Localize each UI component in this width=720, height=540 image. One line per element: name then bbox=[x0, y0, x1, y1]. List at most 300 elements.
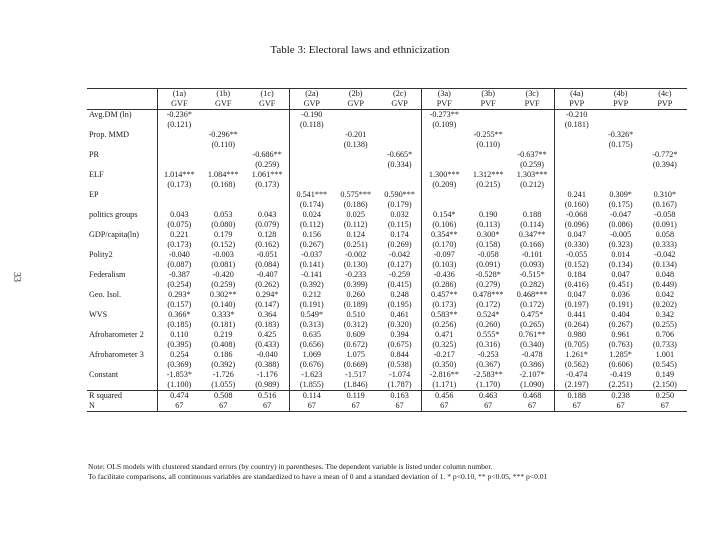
standard-error-cell bbox=[466, 160, 510, 170]
standard-error-cell bbox=[510, 140, 554, 150]
variable-label: Geo. Isol. bbox=[89, 289, 122, 299]
standard-error-cell: (0.181) bbox=[211, 319, 236, 329]
coefficient-cell: -0.253 bbox=[477, 349, 499, 359]
n-cell: 67 bbox=[334, 401, 378, 412]
standard-error-cell: (0.254) bbox=[157, 280, 201, 290]
n-cell: 67 bbox=[378, 401, 422, 412]
variable-label: ELF bbox=[89, 169, 104, 179]
standard-error-cell: (0.114) bbox=[510, 220, 554, 230]
blank-label bbox=[87, 140, 157, 150]
coefficient-cell: 0.254 bbox=[157, 350, 201, 360]
coefficient-cell: -0.210 bbox=[566, 109, 588, 119]
coefficient-cell bbox=[289, 170, 333, 180]
standard-error-cell: (0.174) bbox=[299, 199, 324, 209]
column-number: (4a) bbox=[570, 88, 584, 98]
standard-error-cell: (0.110) bbox=[476, 139, 500, 149]
standard-error-cell bbox=[554, 180, 598, 190]
blank-label bbox=[87, 340, 157, 350]
blank-label bbox=[87, 120, 157, 130]
standard-error-row bbox=[87, 240, 687, 250]
standard-error-cell: (0.091) bbox=[652, 219, 677, 229]
standard-error-cell: (0.313) bbox=[299, 319, 324, 329]
standard-error-cell bbox=[245, 200, 289, 210]
variable-label: Avg.DM (ln) bbox=[89, 109, 132, 119]
coefficient-cell: -0.478 bbox=[510, 350, 554, 360]
coefficient-cell: 0.260 bbox=[346, 289, 365, 299]
coefficient-cell: 1.312*** bbox=[472, 169, 504, 179]
standard-error-cell: (0.096) bbox=[564, 219, 589, 229]
standard-error-cell: (0.282) bbox=[510, 280, 554, 290]
standard-error-cell: (0.763) bbox=[608, 339, 633, 349]
standard-error-cell bbox=[157, 200, 201, 210]
column-number: (4b) bbox=[613, 88, 628, 98]
coefficient-row bbox=[87, 190, 687, 200]
standard-error-cell: (0.172) bbox=[476, 299, 501, 309]
standard-error-cell: (0.733) bbox=[652, 339, 677, 349]
blank-label bbox=[87, 360, 157, 370]
column-number-row bbox=[87, 89, 687, 100]
coefficient-cell: 0.110 bbox=[157, 330, 201, 340]
coefficient-cell: 0.844 bbox=[378, 350, 422, 360]
r-squared-cell: 0.468 bbox=[510, 391, 554, 402]
dependent-variable: PVP bbox=[554, 99, 598, 110]
standard-error-cell: (0.267) bbox=[299, 239, 324, 249]
blank-label bbox=[87, 180, 157, 190]
coefficient-cell bbox=[289, 130, 333, 140]
n-cell: 67 bbox=[157, 401, 201, 412]
standard-error-cell: (0.215) bbox=[476, 179, 501, 189]
coefficient-cell: 1.303*** bbox=[510, 170, 554, 180]
coefficient-cell: 0.219 bbox=[214, 329, 233, 339]
note-line-2: To facilitate comparisons, all continuous variables are standardized to have a mean of 0 and a standard deviation of 1. * p<0.10, ** p<0.05, *** p<0.01 bbox=[88, 472, 548, 481]
coefficient-cell bbox=[201, 190, 245, 200]
coefficient-cell: -0.637** bbox=[510, 150, 554, 160]
standard-error-cell bbox=[643, 180, 687, 190]
coefficient-cell bbox=[157, 130, 201, 140]
standard-error-cell: (0.186) bbox=[343, 199, 368, 209]
standard-error-cell: (0.320) bbox=[378, 320, 422, 330]
variable-label: EP bbox=[89, 189, 99, 199]
standard-error-cell: (0.330) bbox=[564, 239, 589, 249]
standard-error-cell: (0.181) bbox=[564, 119, 589, 129]
dependent-variable: GVP bbox=[378, 99, 422, 110]
r-squared-cell: 0.250 bbox=[643, 391, 687, 402]
coefficient-cell bbox=[510, 110, 554, 121]
standard-error-cell: (0.093) bbox=[510, 260, 554, 270]
standard-error-cell: (0.538) bbox=[378, 360, 422, 370]
standard-error-cell: (0.103) bbox=[432, 259, 457, 269]
blank-label bbox=[87, 280, 157, 290]
standard-error-cell: (0.269) bbox=[378, 240, 422, 250]
coefficient-cell: -2.816** bbox=[429, 369, 459, 379]
standard-error-cell: (0.189) bbox=[343, 299, 368, 309]
standard-error-cell: (0.081) bbox=[211, 259, 236, 269]
coefficient-cell bbox=[422, 150, 466, 160]
standard-error-cell bbox=[201, 120, 245, 130]
standard-error-cell: (1.100) bbox=[157, 380, 201, 391]
coefficient-cell: 0.184 bbox=[567, 269, 586, 279]
coefficient-cell: 0.590*** bbox=[378, 190, 422, 200]
standard-error-cell: (0.259) bbox=[211, 279, 236, 289]
standard-error-cell: (0.369) bbox=[157, 360, 201, 370]
column-number: (1b) bbox=[216, 88, 231, 98]
r-squared-cell: 0.508 bbox=[201, 391, 245, 402]
coefficient-cell: 0.583** bbox=[430, 309, 458, 319]
standard-error-cell bbox=[643, 140, 687, 150]
standard-error-cell bbox=[422, 160, 466, 170]
r-squared-cell: 0.516 bbox=[245, 391, 289, 402]
coefficient-cell: 0.032 bbox=[378, 210, 422, 220]
standard-error-cell: (0.334) bbox=[378, 160, 422, 170]
coefficient-cell: -1.623 bbox=[301, 369, 323, 379]
coefficient-cell bbox=[245, 190, 289, 200]
coefficient-cell: -0.217 bbox=[433, 349, 455, 359]
coefficient-cell bbox=[466, 190, 510, 200]
coefficient-cell: 0.058 bbox=[655, 229, 675, 239]
coefficient-cell: -1.517 bbox=[345, 369, 367, 379]
column-number: (4c) bbox=[658, 88, 672, 98]
coefficient-cell: 0.047 bbox=[611, 269, 630, 279]
standard-error-cell: (0.312) bbox=[343, 319, 368, 329]
coefficient-cell: 0.174 bbox=[378, 230, 422, 240]
standard-error-cell: (0.265) bbox=[510, 320, 554, 330]
coefficient-cell: 0.366* bbox=[157, 310, 201, 320]
n-cell: 67 bbox=[245, 401, 289, 412]
standard-error-row bbox=[87, 180, 687, 190]
coefficient-cell: 1.061*** bbox=[245, 170, 289, 180]
coefficient-cell bbox=[422, 190, 466, 200]
column-number: (2a) bbox=[305, 88, 319, 98]
standard-error-cell: (0.191) bbox=[299, 299, 324, 309]
standard-error-cell: (0.175) bbox=[608, 139, 633, 149]
standard-error-cell bbox=[334, 180, 378, 190]
coefficient-cell bbox=[157, 150, 201, 160]
column-number: (2c) bbox=[378, 89, 422, 100]
standard-error-cell: (0.251) bbox=[343, 239, 368, 249]
standard-error-cell bbox=[554, 160, 598, 170]
coefficient-cell: 0.309* bbox=[609, 189, 632, 199]
coefficient-cell: 0.394 bbox=[378, 330, 422, 340]
coefficient-cell bbox=[201, 110, 245, 121]
standard-error-cell: (0.157) bbox=[157, 300, 201, 310]
coefficient-row bbox=[87, 130, 687, 140]
coefficient-cell: -0.190 bbox=[301, 109, 323, 119]
standard-error-row bbox=[87, 320, 687, 330]
standard-error-cell bbox=[378, 180, 422, 190]
standard-error-cell: (0.168) bbox=[211, 179, 236, 189]
standard-error-cell: (0.606) bbox=[608, 359, 633, 369]
standard-error-cell bbox=[599, 180, 643, 190]
standard-error-cell bbox=[201, 200, 245, 210]
standard-error-cell: (0.197) bbox=[564, 299, 589, 309]
coefficient-cell bbox=[378, 130, 422, 140]
coefficient-cell: 0.471 bbox=[435, 329, 454, 339]
standard-error-cell bbox=[289, 160, 333, 170]
coefficient-cell: 0.043 bbox=[245, 210, 289, 220]
coefficient-cell bbox=[554, 170, 598, 180]
standard-error-cell: (0.255) bbox=[652, 319, 677, 329]
column-number: (3c) bbox=[510, 89, 554, 100]
coefficient-cell: 0.241 bbox=[567, 189, 586, 199]
coefficient-row bbox=[87, 210, 687, 220]
standard-error-cell: (0.267) bbox=[608, 319, 633, 329]
standard-error-cell: (0.408) bbox=[211, 339, 236, 349]
standard-error-cell bbox=[643, 120, 687, 130]
standard-error-cell: (0.110) bbox=[211, 139, 236, 149]
standard-error-cell: (0.395) bbox=[157, 340, 201, 350]
standard-error-cell: (0.075) bbox=[157, 220, 201, 230]
coefficient-cell: 0.025 bbox=[346, 209, 365, 219]
standard-error-cell: (0.669) bbox=[343, 359, 368, 369]
coefficient-cell: -0.259 bbox=[378, 270, 422, 280]
coefficient-cell bbox=[201, 150, 245, 160]
coefficient-cell: 1.084*** bbox=[207, 169, 239, 179]
standard-error-cell: (0.676) bbox=[299, 359, 324, 369]
coefficient-cell: 0.342 bbox=[655, 309, 675, 319]
coefficient-cell: -0.037 bbox=[301, 249, 323, 259]
variable-label: Afrobarometer 2 bbox=[89, 329, 144, 339]
standard-error-cell: (0.109) bbox=[432, 119, 457, 129]
standard-error-cell: (0.195) bbox=[378, 300, 422, 310]
coefficient-cell: 0.478*** bbox=[472, 289, 504, 299]
coefficient-cell: -2.583** bbox=[473, 369, 503, 379]
coefficient-row bbox=[87, 330, 687, 340]
coefficient-cell: -0.141 bbox=[301, 269, 323, 279]
coefficient-cell: -0.772* bbox=[652, 149, 678, 159]
coefficient-cell bbox=[334, 150, 378, 160]
page-number: 33 bbox=[11, 272, 22, 282]
standard-error-cell: (0.212) bbox=[510, 180, 554, 190]
coefficient-cell: 0.128 bbox=[245, 230, 289, 240]
standard-error-row bbox=[87, 360, 687, 370]
standard-error-cell: (0.316) bbox=[476, 339, 501, 349]
coefficient-row bbox=[87, 270, 687, 280]
coefficient-cell: -0.255** bbox=[473, 129, 503, 139]
standard-error-cell bbox=[157, 160, 201, 170]
r-squared-cell: 0.188 bbox=[554, 391, 598, 402]
coefficient-cell: -0.051 bbox=[245, 250, 289, 260]
coefficient-cell: 0.149 bbox=[655, 369, 675, 379]
standard-error-cell: (0.166) bbox=[510, 240, 554, 250]
coefficient-cell: -0.101 bbox=[510, 250, 554, 260]
standard-error-cell: (0.086) bbox=[608, 219, 633, 229]
coefficient-cell: 0.524* bbox=[476, 309, 500, 319]
coefficient-cell: 0.014 bbox=[611, 249, 630, 259]
variable-label: Prop. MMD bbox=[89, 129, 130, 139]
coefficient-cell: 0.510 bbox=[346, 309, 365, 319]
standard-error-cell: (0.675) bbox=[378, 340, 422, 350]
coefficient-cell: -0.326* bbox=[608, 129, 634, 139]
variable-label: Constant bbox=[89, 369, 119, 379]
coefficient-cell: 0.124 bbox=[346, 229, 365, 239]
standard-error-cell bbox=[378, 120, 422, 130]
n-cell: 67 bbox=[289, 401, 333, 412]
standard-error-cell: (0.333) bbox=[652, 239, 677, 249]
n-cell: 67 bbox=[201, 401, 245, 412]
standard-error-cell: (0.433) bbox=[245, 340, 289, 350]
standard-error-cell bbox=[245, 120, 289, 130]
standard-error-row bbox=[87, 160, 687, 170]
standard-error-cell: (0.416) bbox=[564, 279, 589, 289]
standard-error-cell: (0.672) bbox=[343, 339, 368, 349]
standard-error-cell: (0.260) bbox=[476, 319, 501, 329]
standard-error-cell: (1.787) bbox=[378, 380, 422, 391]
coefficient-cell: 0.310* bbox=[653, 189, 677, 199]
standard-error-cell: (0.562) bbox=[564, 359, 589, 369]
coefficient-cell: -0.419 bbox=[610, 369, 632, 379]
coefficient-cell: 0.221 bbox=[157, 230, 201, 240]
blank-label bbox=[87, 380, 157, 391]
standard-error-cell bbox=[334, 120, 378, 130]
column-number: (3b) bbox=[481, 88, 495, 98]
coefficient-cell: 0.980 bbox=[567, 329, 586, 339]
standard-error-cell: (0.350) bbox=[432, 359, 457, 369]
coefficient-cell: -1.176 bbox=[245, 370, 289, 380]
table-notes bbox=[88, 462, 547, 482]
standard-error-cell: (0.179) bbox=[378, 200, 422, 210]
column-number: (1a) bbox=[157, 89, 201, 100]
coefficient-cell: -0.003 bbox=[212, 249, 234, 259]
standard-error-cell: (0.134) bbox=[652, 259, 677, 269]
standard-error-cell: (0.367) bbox=[476, 359, 501, 369]
dependent-variable-row bbox=[87, 99, 687, 110]
coefficient-cell: 1.014*** bbox=[157, 170, 201, 180]
standard-error-cell: (0.545) bbox=[652, 359, 677, 369]
standard-error-cell: (0.127) bbox=[378, 260, 422, 270]
dependent-variable: PVF bbox=[510, 99, 554, 110]
coefficient-row bbox=[87, 290, 687, 300]
standard-error-cell: (1.090) bbox=[510, 380, 554, 391]
coefficient-cell bbox=[554, 130, 598, 140]
note-line-1: Note: OLS models with clustered standard errors (by country) in parentheses. The dependent variable is listed under column number. bbox=[88, 462, 493, 471]
standard-error-cell: (0.209) bbox=[432, 179, 457, 189]
coefficient-cell bbox=[334, 170, 378, 180]
standard-error-cell: (0.112) bbox=[343, 219, 368, 229]
standard-error-cell: (0.259) bbox=[510, 160, 554, 170]
coefficient-cell bbox=[466, 110, 510, 121]
standard-error-cell: (0.286) bbox=[432, 279, 457, 289]
coefficient-cell bbox=[643, 110, 687, 121]
standard-error-cell: (0.415) bbox=[378, 280, 422, 290]
coefficient-cell: 0.475* bbox=[510, 310, 554, 320]
standard-error-cell: (0.279) bbox=[476, 279, 501, 289]
r-squared-cell: 0.456 bbox=[422, 391, 466, 402]
variable-label: Afrobarometer 3 bbox=[89, 349, 144, 359]
coefficient-cell: 1.001 bbox=[655, 349, 675, 359]
coefficient-cell: 0.186 bbox=[214, 349, 233, 359]
blank-label bbox=[87, 260, 157, 270]
coefficient-cell: -0.042 bbox=[654, 249, 676, 259]
standard-error-cell: (0.079) bbox=[245, 220, 289, 230]
standard-error-cell bbox=[554, 140, 598, 150]
coefficient-cell: 1.285* bbox=[609, 349, 632, 359]
coefficient-cell: 0.154* bbox=[433, 209, 456, 219]
coefficient-cell bbox=[599, 110, 643, 121]
coefficient-cell: -0.686** bbox=[245, 150, 289, 160]
standard-error-cell: (2.150) bbox=[652, 379, 677, 389]
coefficient-cell: 0.179 bbox=[214, 229, 233, 239]
coefficient-cell: 1.069 bbox=[302, 349, 321, 359]
standard-error-cell: (0.656) bbox=[299, 339, 324, 349]
regression-table bbox=[87, 88, 687, 412]
standard-error-cell bbox=[378, 140, 422, 150]
standard-error-cell bbox=[466, 200, 510, 210]
coefficient-cell: 0.333* bbox=[211, 309, 235, 319]
coefficient-cell: 0.248 bbox=[378, 290, 422, 300]
variable-label: politics groups bbox=[89, 209, 138, 219]
standard-error-row bbox=[87, 300, 687, 310]
coefficient-cell bbox=[599, 170, 643, 180]
standard-error-cell: (0.152) bbox=[564, 259, 589, 269]
standard-error-cell bbox=[599, 160, 643, 170]
standard-error-cell: (0.262) bbox=[245, 280, 289, 290]
coefficient-cell bbox=[510, 190, 554, 200]
coefficient-cell: 0.468*** bbox=[510, 290, 554, 300]
coefficient-cell: 1.075 bbox=[346, 349, 365, 359]
n-cell: 67 bbox=[599, 401, 643, 412]
coefficient-cell: -0.201 bbox=[345, 129, 367, 139]
coefficient-cell: -1.853* bbox=[157, 370, 201, 380]
standard-error-cell: (1.855) bbox=[299, 379, 324, 389]
coefficient-cell: -0.296** bbox=[208, 129, 238, 139]
r-squared-label: R squared bbox=[87, 391, 157, 402]
standard-error-cell: (1.846) bbox=[343, 379, 368, 389]
standard-error-cell: (0.170) bbox=[432, 239, 457, 249]
standard-error-cell: (0.140) bbox=[211, 299, 236, 309]
standard-error-cell: (0.386) bbox=[510, 360, 554, 370]
blank-label bbox=[87, 320, 157, 330]
coefficient-row bbox=[87, 370, 687, 380]
standard-error-cell: (0.264) bbox=[564, 319, 589, 329]
coefficient-cell bbox=[599, 150, 643, 160]
standard-error-cell: (0.121) bbox=[157, 120, 201, 130]
coefficient-cell bbox=[554, 150, 598, 160]
coefficient-cell bbox=[643, 170, 687, 180]
r-squared-cell: 0.163 bbox=[378, 391, 422, 402]
coefficient-cell: 0.961 bbox=[611, 329, 630, 339]
standard-error-cell: (0.084) bbox=[245, 260, 289, 270]
dependent-variable: PVP bbox=[643, 99, 687, 110]
coefficient-row bbox=[87, 150, 687, 160]
coefficient-cell: -0.515* bbox=[510, 270, 554, 280]
coefficient-cell: 0.036 bbox=[611, 289, 630, 299]
table-title: Table 3: Electoral laws and ethnicization bbox=[270, 44, 450, 56]
coefficient-cell: 0.706 bbox=[655, 329, 675, 339]
standard-error-cell: (1.055) bbox=[211, 379, 236, 389]
standard-error-cell bbox=[422, 200, 466, 210]
coefficient-cell: -0.042 bbox=[378, 250, 422, 260]
standard-error-row bbox=[87, 220, 687, 230]
coefficient-cell: 1.261* bbox=[565, 349, 588, 359]
variable-label: Polity2 bbox=[89, 249, 113, 259]
standard-error-cell: (0.138) bbox=[343, 139, 368, 149]
standard-error-cell bbox=[466, 120, 510, 130]
standard-error-cell: (0.080) bbox=[211, 219, 236, 229]
n-cell: 67 bbox=[466, 401, 510, 412]
coefficient-row bbox=[87, 310, 687, 320]
coefficient-cell: 0.190 bbox=[478, 209, 498, 219]
standard-error-cell: (0.256) bbox=[432, 319, 457, 329]
coefficient-cell: 0.047 bbox=[567, 289, 586, 299]
dependent-variable: GVF bbox=[201, 99, 245, 110]
standard-error-cell: (0.173) bbox=[157, 180, 201, 190]
standard-error-cell: (0.183) bbox=[245, 320, 289, 330]
standard-error-row bbox=[87, 380, 687, 391]
r-squared-cell: 0.238 bbox=[599, 391, 643, 402]
coefficient-cell: -0.097 bbox=[433, 249, 455, 259]
coefficient-cell: -0.002 bbox=[345, 249, 367, 259]
r-squared-cell: 0.463 bbox=[466, 391, 510, 402]
